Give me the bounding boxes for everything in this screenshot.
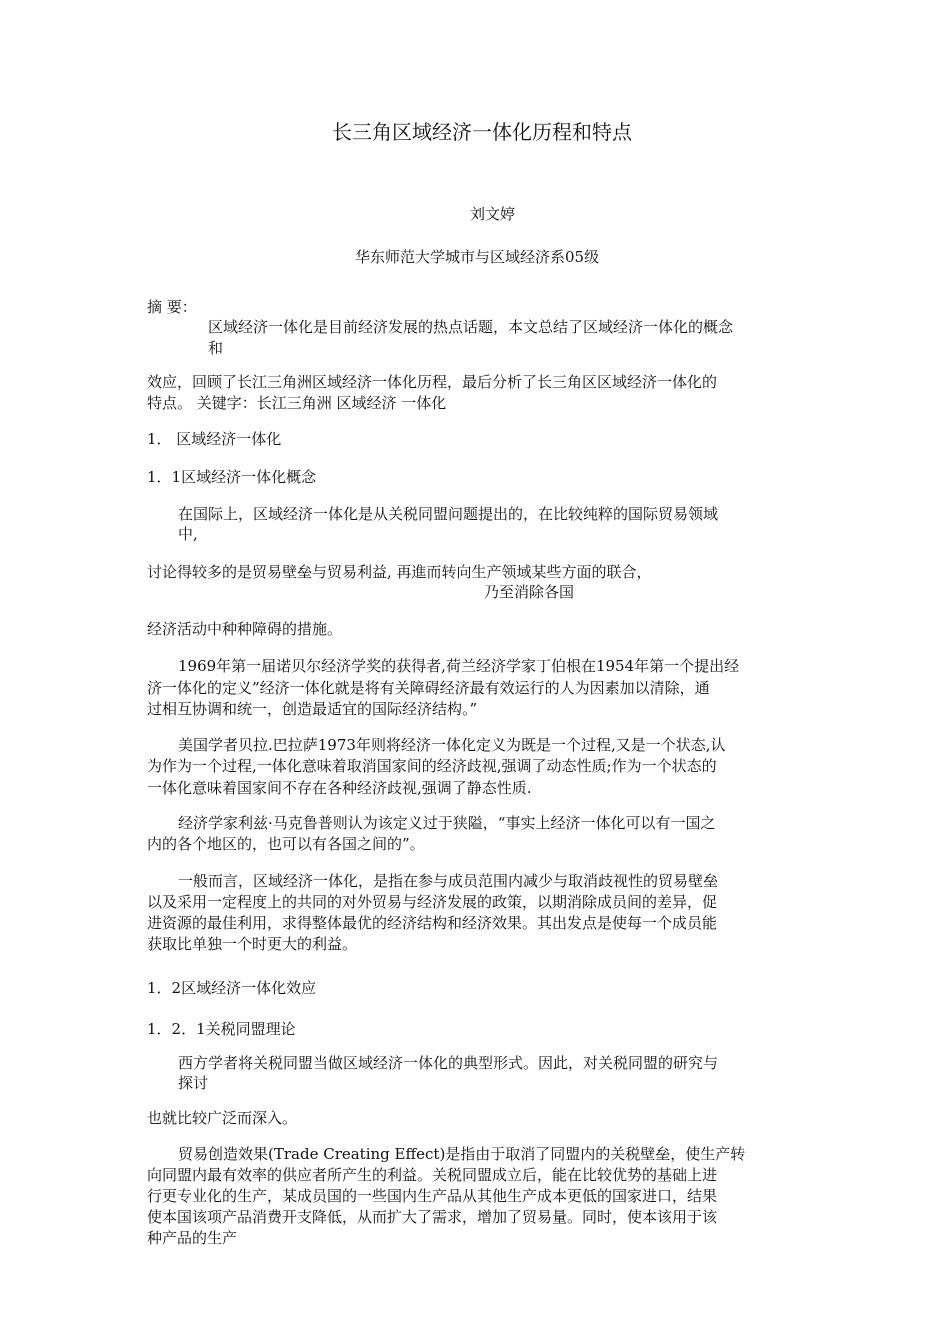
paragraph-line: 讨论得较多的是贸易壁垒与贸易利益, 再進而转向生产领域某些方面的联合，	[147, 563, 652, 581]
paragraph-line: 使本国该项产品消费开支降低，从而扩大了需求，增加了贸易量。同时，使本该用于该	[147, 1208, 718, 1226]
paragraph-line: 种产品的生产	[147, 1229, 238, 1247]
abstract-text-line: 和	[208, 339, 224, 357]
paragraph-line: 也就比较广泛而深入。	[147, 1109, 298, 1127]
abstract-label: 摘 要：	[147, 298, 197, 316]
affiliation: 华东师范大学城市与区域经济系05级	[355, 248, 600, 266]
paragraph-line: 一般而言，区域经济一体化，是指在参与成员范围内减少与取消歧视性的贸易壁垒	[178, 872, 719, 890]
paragraph-line: 1969年第一届诺贝尔经济学奖的获得者,荷兰经济学家丁伯根在1954年第一个提出经	[178, 657, 740, 675]
paragraph-line: 经济学家利兹·马克鲁普则认为该定义过于狭隘，“事实上经济一体化可以有一国之	[178, 814, 716, 832]
paragraph-line: 进资源的最佳利用，求得整体最优的经济结构和经济效果。其出发点是使每一个成员能	[147, 914, 718, 932]
paragraph-line: 西方学者将关税同盟当做区域经济一体化的典型形式。因此，对关税同盟的研究与	[178, 1054, 719, 1072]
subsection-heading: 1．1区域经济一体化概念	[147, 468, 317, 486]
subsubsection-heading: 1．2．1关税同盟理论	[147, 1020, 296, 1038]
paragraph-line: 过相互协调和统一，创造最适宜的国际经济结构。”	[147, 700, 478, 718]
paragraph-line: 在国际上，区域经济一体化是从关税同盟问题提出的，在比较纯粹的国际贸易领域	[178, 505, 719, 523]
paragraph-line: 以及采用一定程度上的共同的对外贸易与经济发展的政策，以期消除成员间的差异，促	[147, 893, 718, 911]
author-name: 刘文婷	[470, 205, 516, 223]
abstract-text-line: 区域经济一体化是目前经济发展的热点话题，本文总结了区域经济一体化的概念	[208, 318, 734, 336]
keywords-line: 特点。 关键字：长江三角洲 区域经济 一体化	[147, 394, 447, 412]
paragraph-line: 贸易创造效果(Trade Creating Effect)是指由于取消了同盟内的关税壁垒，使生产转	[178, 1145, 746, 1163]
paragraph-line: 行更专业化的生产，某成员国的一些国内生产品从其他生产成本更低的国家进口，结果	[147, 1187, 718, 1205]
paragraph-line: 乃至消除各国	[484, 583, 575, 601]
paragraph-line: 一体化意味着国家间不存在各种经济歧视,强调了静态性质.	[147, 779, 532, 797]
paragraph-line: 为作为一个过程,一体化意味着取消国家间的经济歧视,强调了动态性质;作为一个状态的	[147, 757, 717, 775]
paragraph-line: 向同盟内最有效率的供应者所产生的利益。关税同盟成立后，能在比较优势的基础上进	[147, 1166, 718, 1184]
paragraph-line: 济一体化的定义”经济一体化就是将有关障碍经济最有效运行的人为因素加以清除，通	[147, 679, 710, 697]
paragraph-line: 获取比单独一个时更大的利益。	[147, 935, 358, 953]
document-title: 长三角区域经济一体化历程和特点	[332, 120, 632, 144]
section-heading: 1． 区域经济一体化	[147, 430, 282, 448]
paragraph-line: 经济活动中种种障碍的措施。	[147, 620, 343, 638]
subsection-heading: 1．2区域经济一体化效应	[147, 979, 317, 997]
abstract-text-line: 效应，回顾了长江三角洲区域经济一体化历程，最后分析了长三角区区域经济一体化的	[147, 373, 718, 391]
paragraph-line: 中,	[178, 525, 198, 543]
paragraph-line: 美国学者贝拉.巴拉萨1973年则将经济一体化定义为既是一个过程,又是一个状态,认	[178, 736, 726, 754]
paragraph-line: 探讨	[178, 1074, 209, 1092]
paragraph-line: 内的各个地区的，也可以有各国之间的”。	[147, 835, 425, 853]
